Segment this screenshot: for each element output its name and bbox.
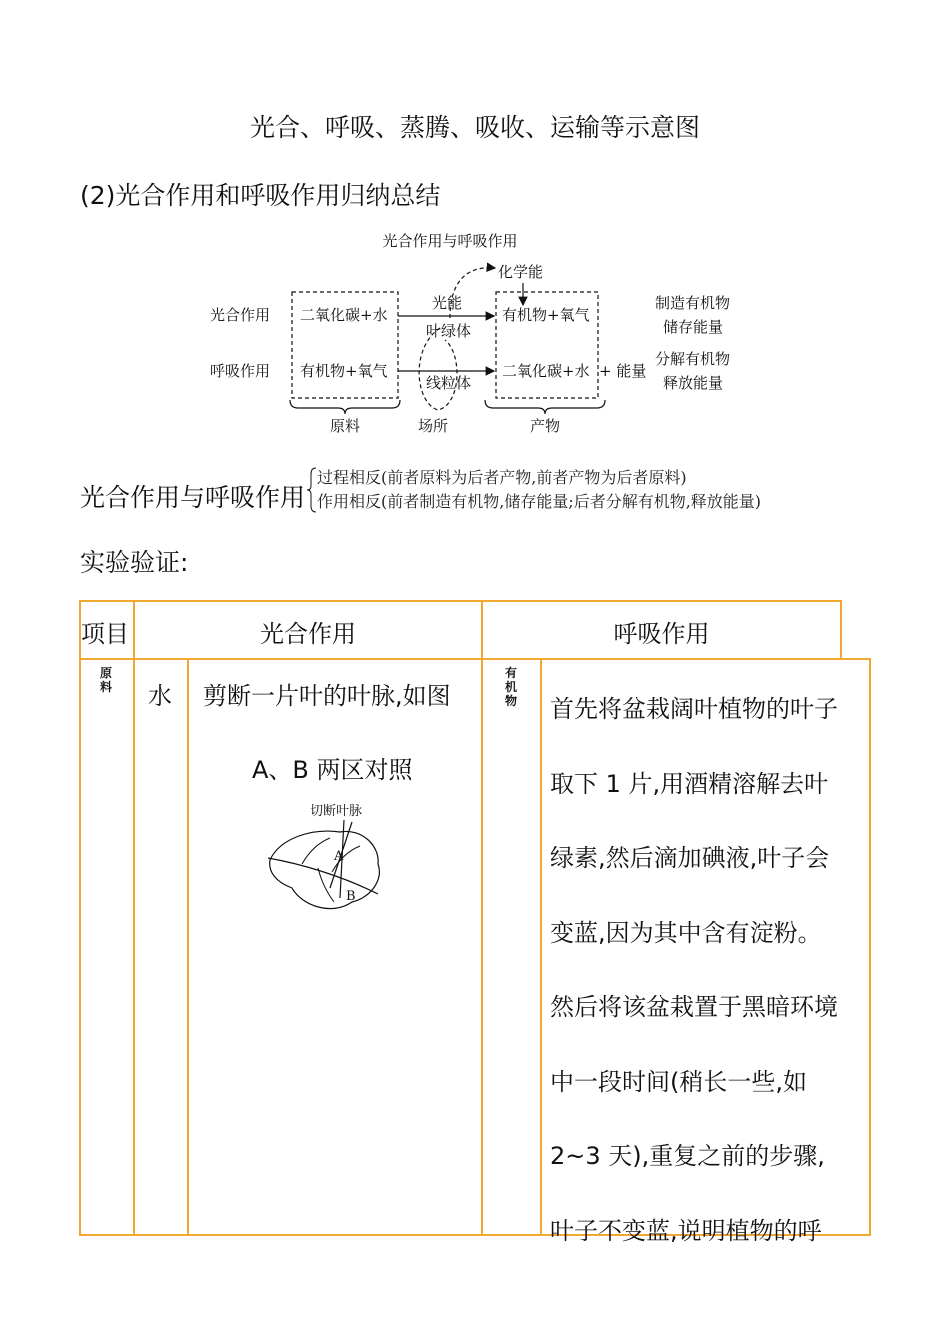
- chemical-energy-label: 化学能: [498, 263, 544, 281]
- desc1b: 储存能量: [663, 318, 724, 336]
- leaf-caption: 切断叶脉: [310, 804, 363, 819]
- resp-line: 然后将该盆栽置于黑暗环境: [550, 993, 838, 1021]
- water-cell: 水: [148, 682, 172, 710]
- leaf-label-a: A: [334, 849, 344, 864]
- photosynthesis-respiration-diagram: [200, 228, 760, 448]
- resp-line: 中一段时间(稍长一些,如: [550, 1067, 807, 1096]
- desc1a: 制造有机物: [655, 294, 731, 312]
- mitochondria-label: 线粒体: [426, 374, 472, 392]
- light-energy-label: 光能: [432, 294, 463, 312]
- row1-label: 光合作用: [210, 306, 271, 324]
- leaf-figure: [262, 798, 392, 918]
- leaf-vein-1: [302, 838, 330, 864]
- row-label-raw: 原 料: [99, 666, 112, 694]
- place-label: 场所: [418, 417, 449, 435]
- prod1-label: 有机物+氧气: [502, 306, 590, 324]
- resp-line: 取下 1 片,用酒精溶解去叶: [550, 769, 829, 798]
- chloroplast-label: 叶绿体: [426, 322, 472, 340]
- prod2-label: 二氧化碳+水: [502, 362, 590, 380]
- summary-lines: [317, 466, 761, 514]
- resp-line: 叶子不变蓝,说明植物的呼: [550, 1216, 822, 1245]
- raw1-label: 二氧化碳+水: [300, 306, 388, 324]
- row2-label: 呼吸作用: [210, 362, 271, 380]
- leaf-label-b: B: [346, 889, 356, 904]
- place-loop: [419, 328, 457, 410]
- leaf-midrib: [268, 858, 378, 894]
- experiment-heading: 实验验证:: [80, 548, 189, 577]
- leaf-outline: [270, 831, 380, 908]
- respiration-paragraph: [550, 672, 868, 1268]
- product-label: 产物: [530, 417, 561, 435]
- brace-product: [485, 400, 605, 414]
- desc2a: 分解有机物: [655, 350, 731, 368]
- header-item: 项目: [81, 620, 129, 648]
- summary-line-2: 作用相反(前者制造有机物,储存能量;后者分解有机物,释放能量): [317, 492, 762, 511]
- header-respiration: 呼吸作用: [613, 620, 710, 648]
- resp-line: 2~3 天),重复之前的步骤,: [550, 1142, 825, 1170]
- plus-energy-label: + 能量: [599, 362, 647, 380]
- desc2b: 释放能量: [663, 374, 724, 392]
- page-title: 光合、呼吸、蒸腾、吸收、运输等示意图: [249, 113, 700, 142]
- header-photosynthesis: 光合作用: [260, 620, 356, 648]
- section-heading: (2)光合作用和呼吸作用归纳总结: [80, 181, 441, 210]
- raw2-label: 有机物+氧气: [300, 362, 388, 380]
- row-label-organic: 有 机 物: [504, 666, 517, 708]
- summary-line-1: 过程相反(前者原料为后者产物,前者产物为后者原料): [317, 468, 687, 487]
- resp-line: 变蓝,因为其中含有淀粉。: [550, 918, 822, 947]
- resp-line: 首先将盆栽阔叶植物的叶子: [550, 695, 838, 723]
- photo-text-1: 剪断一片叶的叶脉,如图: [203, 682, 451, 710]
- brace-raw: [290, 400, 400, 414]
- resp-line: 绿素,然后滴加碘液,叶子会: [550, 844, 830, 872]
- photo-text-2: A、B 两区对照: [252, 756, 413, 784]
- summary-label: 光合作用与呼吸作用: [80, 483, 306, 512]
- diagram-title: 光合作用与呼吸作用: [382, 232, 518, 250]
- raw-material-label: 原料: [330, 417, 361, 435]
